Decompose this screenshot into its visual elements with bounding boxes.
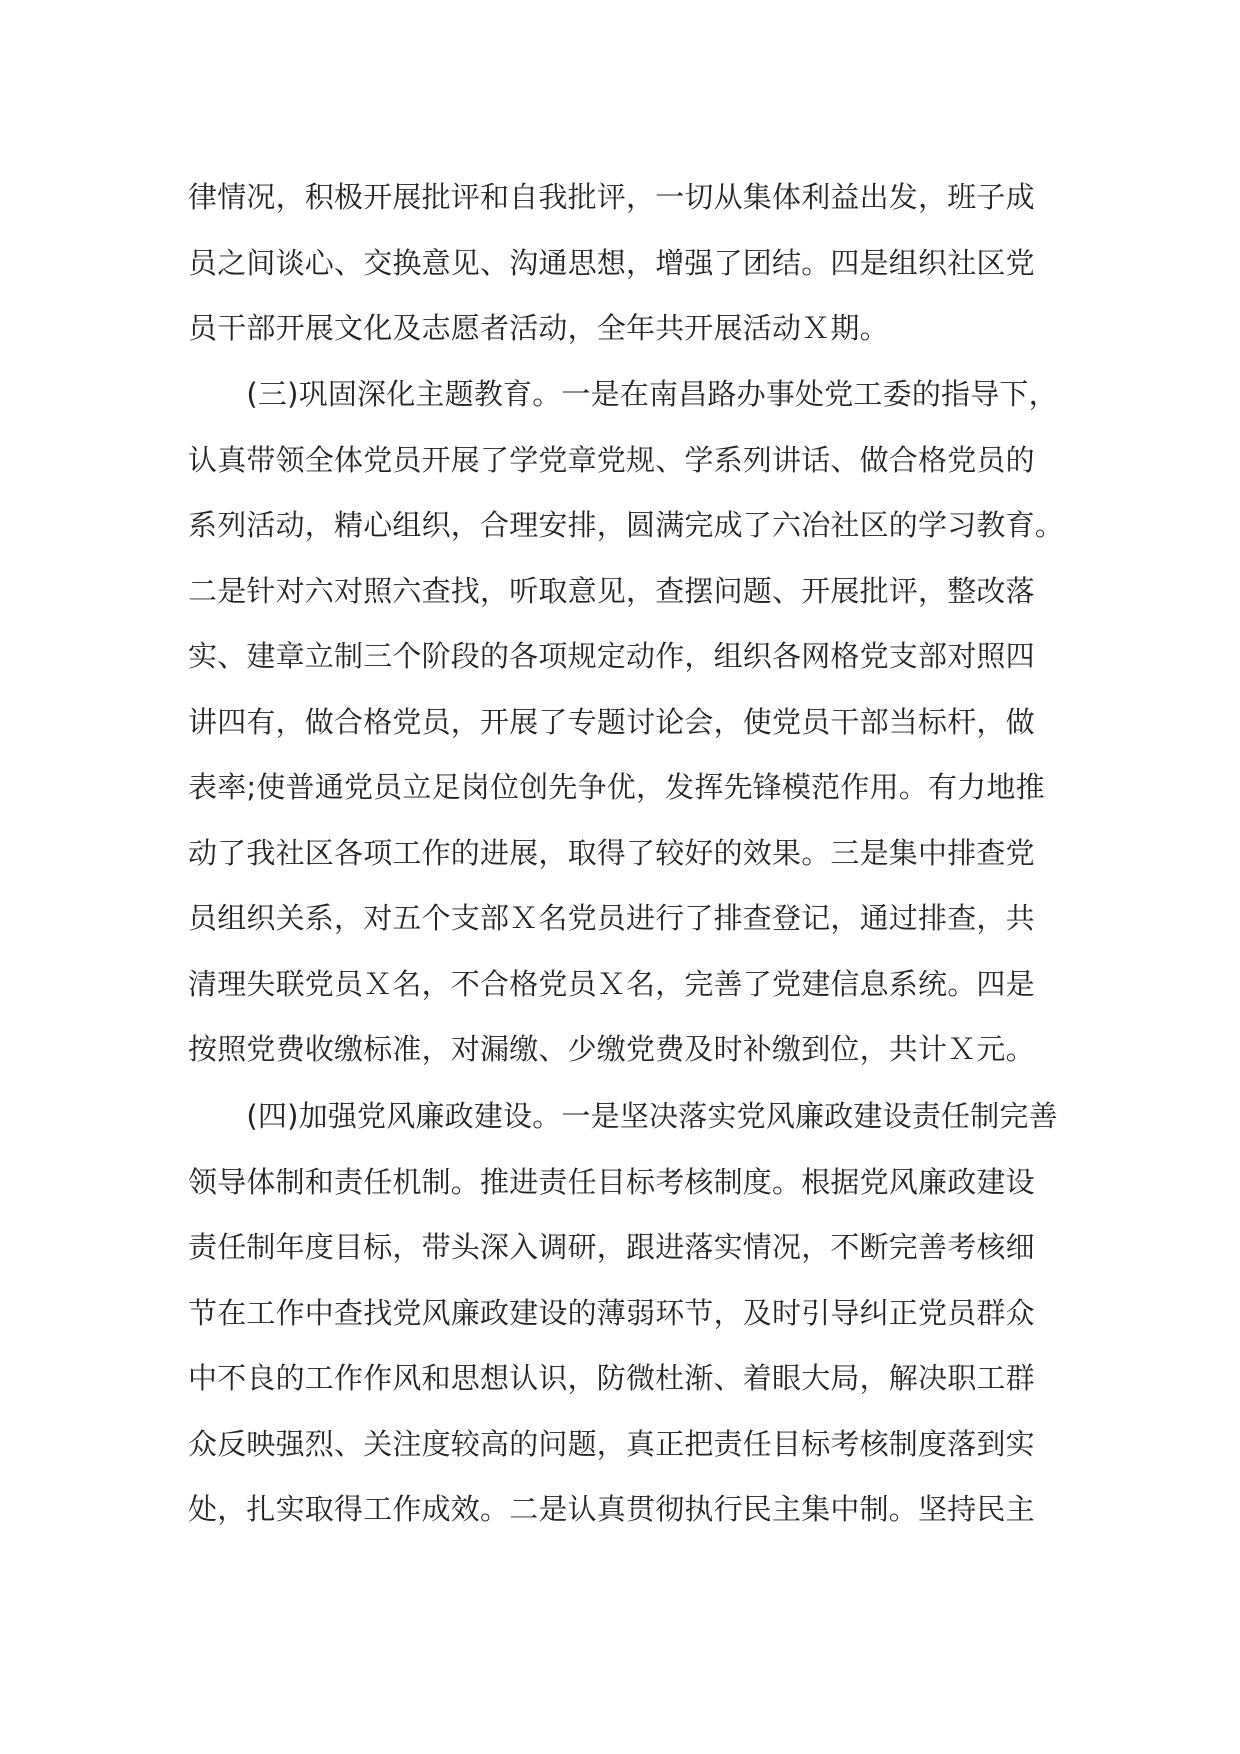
text-line: (三)巩固深化主题教育。一是在南昌路办事处党工委的指导下， [188, 377, 1058, 411]
text-line: (四)加强党风廉政建设。一是坚决落实党风廉政建设责任制完善 [188, 1099, 1058, 1133]
text-line: 员之间谈心、交换意见、沟通思想，增强了团结。四是组织社区党 [188, 245, 1035, 280]
text-line: 动了我社区各项工作的进展，取得了较好的效果。三是集中排查党 [188, 835, 1035, 870]
text-line: 清理失联党员Ｘ名，不合格党员Ｘ名，完善了党建信息系统。四是 [188, 966, 1035, 1001]
text-line: 节在工作中查找党风廉政建设的薄弱环节，及时引导纠正党员群众 [188, 1295, 1035, 1330]
text-line: 认真带领全体党员开展了学党章党规、学系列讲话、做合格党员的 [188, 442, 1035, 477]
text-line: 二是针对六对照六查找，听取意见，查摆问题、开展批评，整改落 [188, 573, 1035, 608]
text-line: 按照党费收缴标准，对漏缴、少缴党费及时补缴到位，共计Ｘ元。 [188, 1032, 1035, 1066]
text-line: 表率;使普通党员立足岗位创先争优，发挥先锋模范作用。有力地推 [188, 770, 1045, 804]
text-line: 实、建章立制三个阶段的各项规定动作，组织各网格党支部对照四 [188, 639, 1035, 673]
text-line: 处，扎实取得工作成效。二是认真贯彻执行民主集中制。坚持民主 [188, 1492, 1035, 1526]
text-line: 众反映强烈、关注度较高的问题，真正把责任目标考核制度落到实 [188, 1426, 1035, 1461]
text-line: 责任制年度目标，带头深入调研，跟进落实情况，不断完善考核细 [188, 1230, 1035, 1264]
text-line: 讲四有，做合格党员，开展了专题讨论会，使党员干部当标杆，做 [188, 704, 1035, 739]
text-line: 领导体制和责任机制。推进责任目标考核制度。根据党风廉政建设 [188, 1164, 1035, 1199]
text-line: 中不良的工作作风和思想认识，防微杜渐、着眼大局，解决职工群 [188, 1361, 1035, 1395]
text-line: 系列活动，精心组织，合理安排，圆满完成了六冶社区的学习教育。 [188, 508, 1065, 542]
text-line: 员组织关系，对五个支部Ｘ名党员进行了排查登记，通过排查，共 [188, 901, 1035, 935]
paragraph-section-4 [188, 1084, 1068, 1543]
text-line: 律情况，积极开展批评和自我批评，一切从集体利益出发，班子成 [188, 180, 1035, 214]
text-line: 员干部开展文化及志愿者活动，全年共开展活动Ｘ期。 [188, 311, 889, 345]
paragraph-section-3 [188, 362, 1068, 1083]
paragraph-continuation [188, 165, 1068, 362]
